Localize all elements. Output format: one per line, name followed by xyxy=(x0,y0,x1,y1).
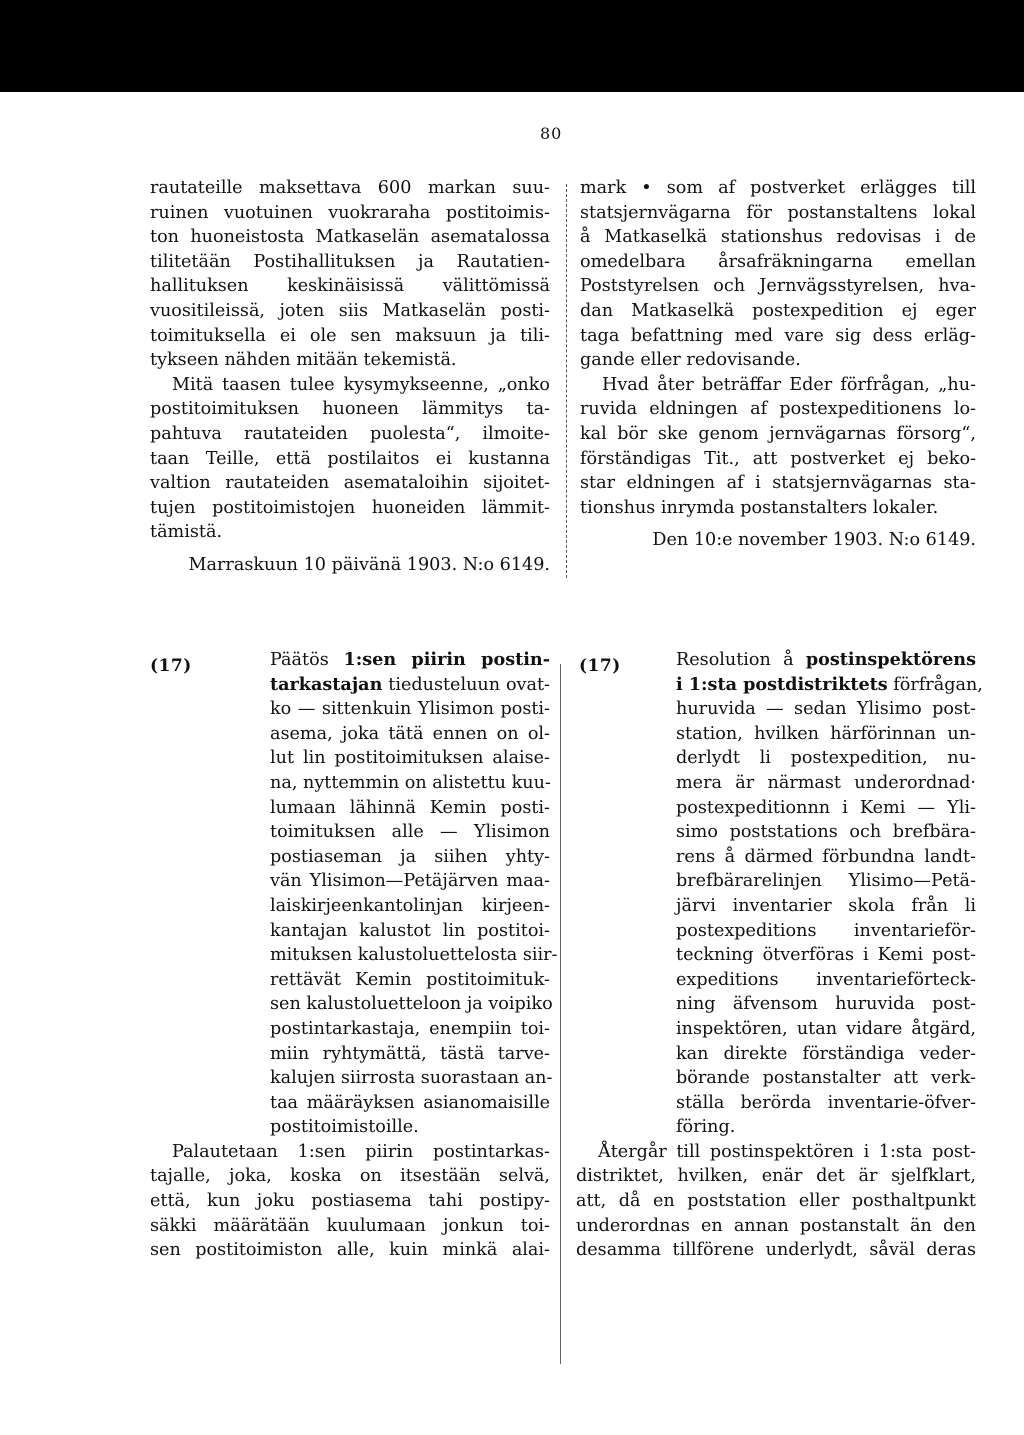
finnish-decision-text xyxy=(150,1140,550,1263)
text-line: mera är närmast underordnad· xyxy=(676,772,976,793)
text-line: asema, joka tätä ennen on ol- xyxy=(270,723,550,744)
text-line: föring. xyxy=(676,1117,736,1138)
finnish-resolution-text xyxy=(150,697,558,1140)
text-line: desamma tillförene underlydt, såväl deras xyxy=(576,1240,976,1261)
text-line: pahtuva rautateiden puolesta“, ilmoite- xyxy=(150,423,550,444)
text-line: distriktet, hvilken, enär det är sjelfklart, xyxy=(576,1166,976,1187)
bottom-finnish-column xyxy=(150,648,558,1263)
text-line: kalujen siirrosta suorastaan an- xyxy=(270,1068,553,1089)
text-line: börande postanstalter att verk- xyxy=(676,1068,976,1089)
swedish-heading-line-2: i 1:sta postdistriktets förfrågan, xyxy=(676,673,983,695)
text-line: tilitetään Postihallituksen ja Rautatien- xyxy=(150,251,550,272)
text-line: vuositileissä, joten siis Matkaselän posti- xyxy=(150,300,550,321)
text-line: säkki määrätään kuulumaan jonkun toi- xyxy=(150,1215,550,1236)
column-divider-top xyxy=(566,184,567,578)
text-line: postitoimistoille. xyxy=(270,1117,419,1138)
text-line: ning äfvensom huruvida post- xyxy=(676,994,976,1015)
text-line: rens å därmed förbundna landt- xyxy=(676,846,976,867)
text-line: kan direkte förständiga veder- xyxy=(676,1043,976,1064)
page-number: 80 xyxy=(540,124,563,143)
text-line: postiaseman ja siihen yhty- xyxy=(270,846,550,867)
text-line: sen kalustoluetteloon ja voipiko xyxy=(270,994,553,1015)
text-line: teckning ötverföras i Kemi post- xyxy=(676,945,976,966)
text-line: rautateille maksettava 600 markan suu- xyxy=(150,178,550,198)
text-line: dan Matkaselkä postexpedition ej eger xyxy=(580,300,976,321)
text-line: ton huoneistosta Matkaselän asematalossa xyxy=(150,227,550,248)
text-line: että, kun joku postiasema tahi postipy- xyxy=(150,1191,550,1212)
text-line: tämistä. xyxy=(150,522,223,543)
text-line: valtion rautateiden asemataloihin sijoitet- xyxy=(150,473,550,494)
text-line: postintarkastaja, enempiin toi- xyxy=(270,1018,550,1039)
top-swedish-column xyxy=(580,176,976,553)
text-line: Palautetaan 1:sen piirin postintarkas- xyxy=(172,1141,550,1162)
text-line: tajalle, joka, koska on itsestään selvä, xyxy=(150,1166,550,1187)
text-line: expeditions inventarieförteck- xyxy=(676,969,976,990)
text-line: tionshus inrymda postanstalters lokaler. xyxy=(580,497,939,518)
text-line: sen postitoimiston alle, kuin minkä alai- xyxy=(150,1240,550,1261)
entry-number-swedish: (17) xyxy=(579,656,621,676)
text-line: ruvida eldningen af postexpeditionens lo- xyxy=(580,399,976,420)
text-line: tykseen nähden mitään tekemistä. xyxy=(150,350,457,371)
text-line: ko — sittenkuin Ylisimon posti- xyxy=(270,699,550,720)
text-line: laiskirjeenkantolinjan kirjeen- xyxy=(270,895,550,916)
column-divider-bottom xyxy=(560,664,561,1364)
text-line: taga befattning med vare sig dess erläg- xyxy=(580,325,976,346)
top-finnish-date: Marraskuun 10 päivänä 1903. N:o 6149. xyxy=(188,554,550,575)
text-line: kal bör ske genom jernvägarnas försorg“, xyxy=(580,423,976,444)
swedish-resolution-text xyxy=(576,697,976,1140)
text-line: miin ryhtymättä, tästä tarve- xyxy=(270,1043,550,1064)
text-line: tujen postitoimistojen huoneiden lämmit- xyxy=(150,497,550,518)
text-line: järvi inventarier skola från li xyxy=(676,895,976,916)
text-line: station, hvilken härförinnan un- xyxy=(676,723,976,744)
text-line: lut lin postitoimituksen alaise- xyxy=(270,748,550,769)
swedish-decision-text xyxy=(576,1140,976,1263)
text-line: mark • som af postverket erlägges till xyxy=(580,178,976,198)
text-line: postexpeditionnn i Kemi — Yli- xyxy=(676,797,976,818)
swedish-heading-line-1: Resolution å postinspektörens xyxy=(676,649,976,670)
text-line: ställa berörda inventarie-öfver- xyxy=(676,1092,976,1113)
text-line: lumaan lähinnä Kemin posti- xyxy=(270,797,550,818)
text-line: hallituksen keskinäisissä välittömissä xyxy=(150,276,550,297)
text-line: å Matkaselkä stationshus redovisas i de xyxy=(580,227,976,248)
top-finnish-text xyxy=(150,176,550,545)
top-swedish-date: Den 10:e november 1903. N:o 6149. xyxy=(652,530,976,551)
entry-number-finnish: (17) xyxy=(150,656,192,676)
text-line: brefbärarelinjen Ylisimo—Petä- xyxy=(676,871,976,892)
top-swedish-text xyxy=(580,176,976,520)
text-line: Hvad åter beträffar Eder förfrågan, „hu- xyxy=(602,374,976,395)
text-line: Återgår till postinspektören i 1:sta post- xyxy=(598,1141,976,1162)
text-line: taa määräyksen asianomaisille xyxy=(270,1092,550,1113)
text-line: inspektören, utan vidare åtgärd, xyxy=(676,1018,976,1039)
text-line: kantajan kalustot lin postitoi- xyxy=(270,920,550,941)
text-line: underordnas en annan postanstalt än den xyxy=(576,1215,976,1236)
text-line: taan Teille, että postilaitos ei kustanna xyxy=(150,448,550,469)
text-line: simo poststations och brefbära- xyxy=(676,822,976,843)
text-line: ruinen vuotuinen vuokraraha postitoimis- xyxy=(150,202,550,223)
text-line: na, nyttemmin on alistettu kuu- xyxy=(270,772,551,793)
text-line: Poststyrelsen och Jernvägsstyrelsen, hva- xyxy=(580,276,976,297)
text-line: huruvida — sedan Ylisimo post- xyxy=(676,699,976,720)
text-line: mituksen kalustoluettelosta siir- xyxy=(270,945,558,966)
text-line: vän Ylisimon—Petäjärven maa- xyxy=(270,871,550,892)
finnish-heading-line-2: tarkastajan tiedusteluun ovat- xyxy=(270,673,550,695)
text-line: rettävät Kemin postitoimituk- xyxy=(270,969,550,990)
text-line: omedelbara årsafräkningarna emellan xyxy=(580,251,976,272)
text-line: Mitä taasen tulee kysymykseenne, „onko xyxy=(172,374,550,395)
text-line: toimituksella ei ole sen maksuun ja tili- xyxy=(150,325,550,346)
top-finnish-column xyxy=(150,176,550,578)
text-line: gande eller redovisande. xyxy=(580,350,801,371)
text-line: statsjernvägarna för postanstaltens lokal xyxy=(580,202,976,223)
scan-top-black-band xyxy=(0,0,1024,92)
text-line: postexpeditions inventarieför- xyxy=(676,920,976,941)
text-line: toimituksen alle — Ylisimon xyxy=(270,822,550,843)
text-line: star eldningen af i statsjernvägarnas sta- xyxy=(580,473,976,494)
text-line: att, då en poststation eller posthaltpunkt xyxy=(576,1191,976,1212)
text-line: förständigas Tit., att postverket ej beko- xyxy=(580,448,976,469)
text-line: postitoimituksen huoneen lämmitys ta- xyxy=(150,399,550,420)
bottom-swedish-column xyxy=(576,648,983,1263)
text-line: derlydt li postexpedition, nu- xyxy=(676,748,976,769)
finnish-heading-line-1: Päätös 1:sen piirin postin- xyxy=(270,649,551,670)
